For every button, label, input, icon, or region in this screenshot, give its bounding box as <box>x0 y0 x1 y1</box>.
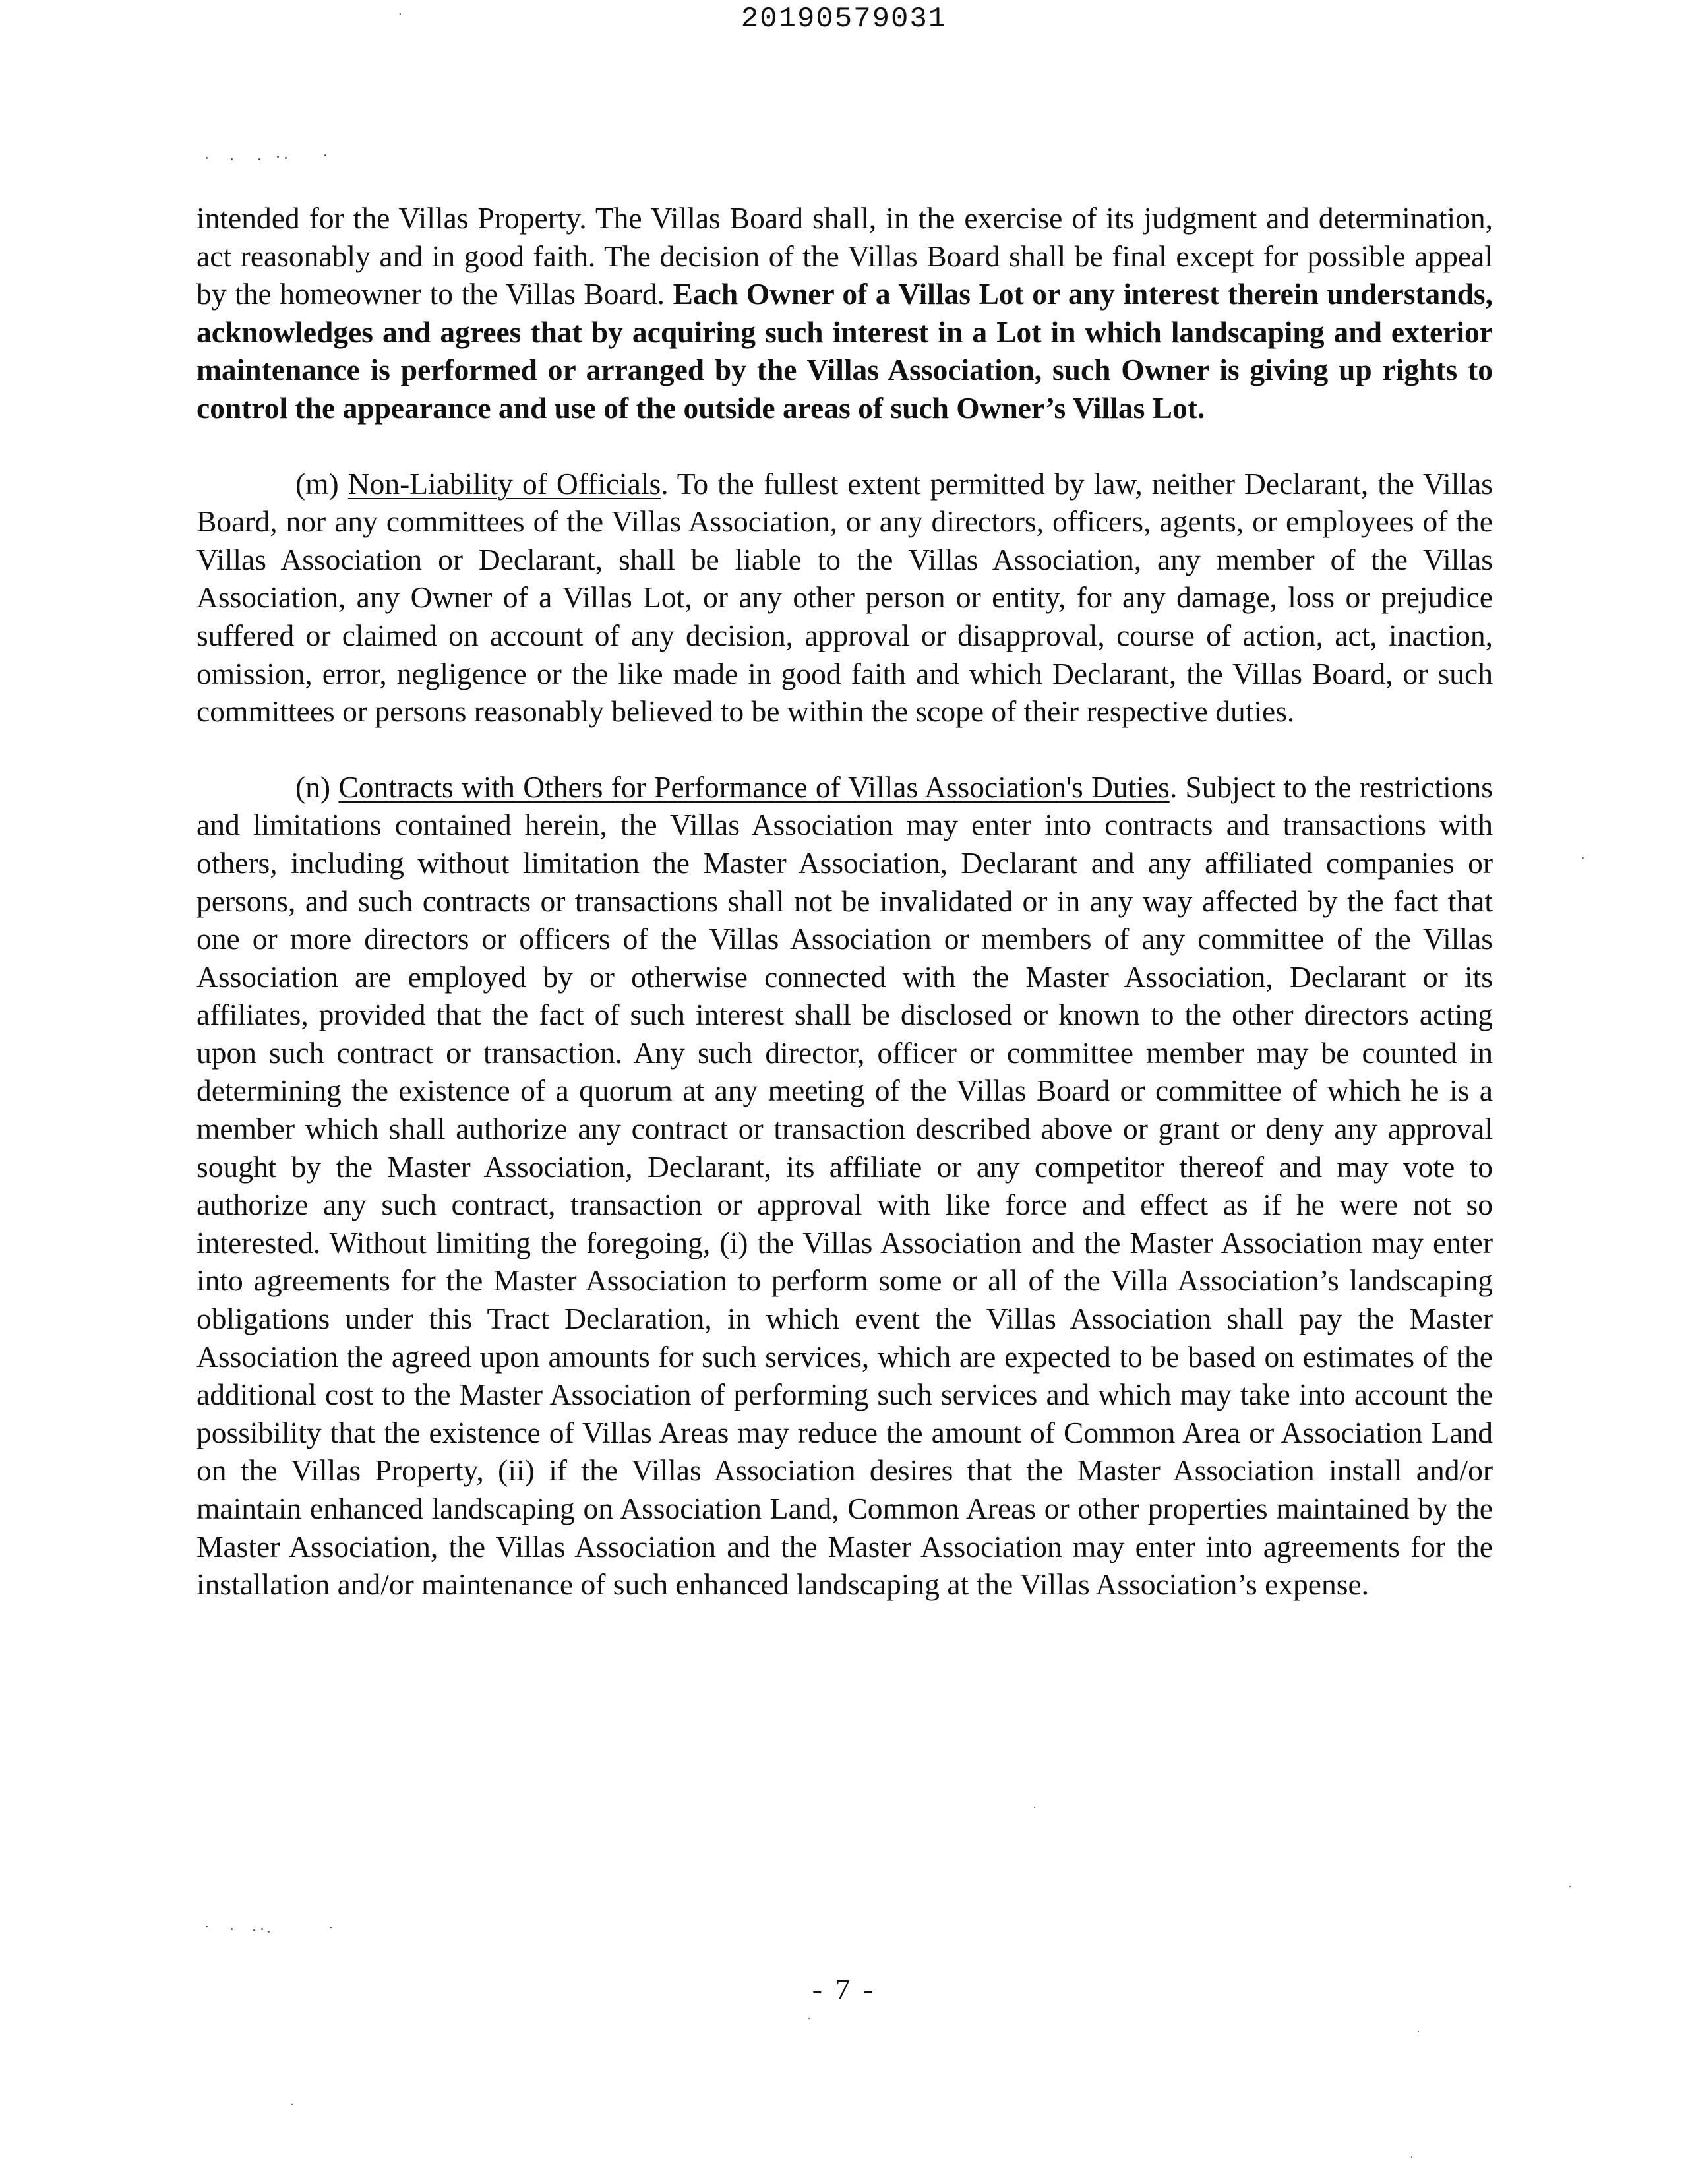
scan-speck <box>400 13 401 15</box>
paragraph-l-text: intended for the Villas Property. The Villas Board shall, in the exercise of its judgment and determination, act reasonably and in good faith. The decision of the Villas Board shall be final except for possible appeal by the homeowner to the Villas Board. <box>196 201 1493 311</box>
paragraph-n-text: . Subject to the restrictions and limitations contained herein, the Villas Association may enter into contracts and transactions with others, including without limitation the Master Association, Declarant and any affiliated companies or persons, and such contracts or transactions shall not be invalidated or in any way affected by the fact that one or more directors or officers of the Villas Association or members of any committee of the Villas Association are employed by or otherwise connected with the Master Association, Declarant or its affiliates, provided that the fact of such interest shall be disclosed or known to the other directors acting upon such contract or transaction. Any such director, officer or committee member may be counted in determining the existence of a quorum at any meeting of the Villas Board or committee of which he is a member which shall authorize any contract or transaction described above or grant or deny any approval sought by the Master Association, Declarant, its affiliate or any competitor thereof and may vote to authorize any such contract, transaction or approval with like force and effect as if he were not so interested. Without limiting the foregoing, (i) the Villas Association and the Master Association may enter into agreements for the Master Association to perform some or all of the Villa Association’s landscaping obligations under this Tract Declaration, in which event the Villas Association shall pay the Master Association the agreed upon amounts for such services, which are expected to be based on estimates of the additional cost to the Master Association of performing such services and which may take into account the possibility that the existence of Villas Areas may reduce the amount of Common Area or Association Land on the Villas Property, (ii) if the Villas Association desires that the Master Association install and/or maintain enhanced landscaping on Association Land, Common Areas or other properties maintained by the Master Association, the Villas Association and the Master Association may enter into agreements for the installation and/or maintenance of such enhanced landscaping at the Villas Association’s expense. <box>196 770 1493 1602</box>
paragraph-l-bold-text: Each Owner of a Villas Lot or any interest therein understands, acknowledges and agrees that by acquiring such interest in a Lot in which landscaping and exterior maintenance is performed or arranged by the Villas Association, such Owner is giving up rights to control the appearance and use of the outside areas of such Owner’s Villas Lot. <box>196 277 1493 425</box>
paragraph-n-label: (n) <box>295 770 331 804</box>
document-recording-number: 20190579031 <box>740 3 948 36</box>
paragraph-m-text: . To the fullest extent permitted by law, neither Declarant, the Villas Board, nor any committees of the Villas Association, or any directors, officers, agents, or employees of the Villas Association or Declarant, shall be liable to the Villas Association, any member of the Villas Association, any Owner of a Villas Lot, or any other person or entity, for any damage, loss or prejudice suffered or claimed on account of any decision, approval or disapproval, course of action, act, inaction, omission, error, negligence or the like made in good faith and which Declarant, the Villas Board, or such committees or persons reasonably believed to be within the scope of their respective duties. <box>196 466 1493 729</box>
scan-speck <box>206 1926 208 1927</box>
paragraph-m-label: (m) <box>295 466 339 501</box>
scan-speck <box>330 1927 332 1928</box>
scan-speck <box>291 2104 293 2105</box>
scan-speck <box>285 157 287 159</box>
scan-speck <box>268 1931 270 1933</box>
scan-speck <box>324 154 326 156</box>
scan-speck <box>261 1928 263 1930</box>
scan-speck <box>1569 1886 1571 1887</box>
scan-speck <box>206 157 208 159</box>
document-body <box>196 199 1493 1641</box>
paragraph-l <box>196 199 1493 427</box>
scan-speck <box>1418 2031 1419 2032</box>
page-number: - 7 - <box>812 1972 876 2006</box>
paragraph-n-heading: Contracts with Others for Performance of Villas Association's Duties <box>338 770 1170 804</box>
scan-speck <box>231 1928 233 1930</box>
scan-speck <box>808 2018 810 2019</box>
paragraph-n <box>196 768 1493 1604</box>
scan-speck <box>258 158 260 160</box>
scan-speck <box>277 156 279 158</box>
scan-speck <box>253 1929 255 1931</box>
scan-speck <box>1411 2156 1412 2158</box>
paragraph-m <box>196 465 1493 731</box>
paragraph-m-heading: Non-Liability of Officials <box>347 466 661 501</box>
scan-speck <box>1034 1807 1035 1808</box>
scan-speck <box>1582 857 1584 859</box>
scan-speck <box>231 158 233 160</box>
